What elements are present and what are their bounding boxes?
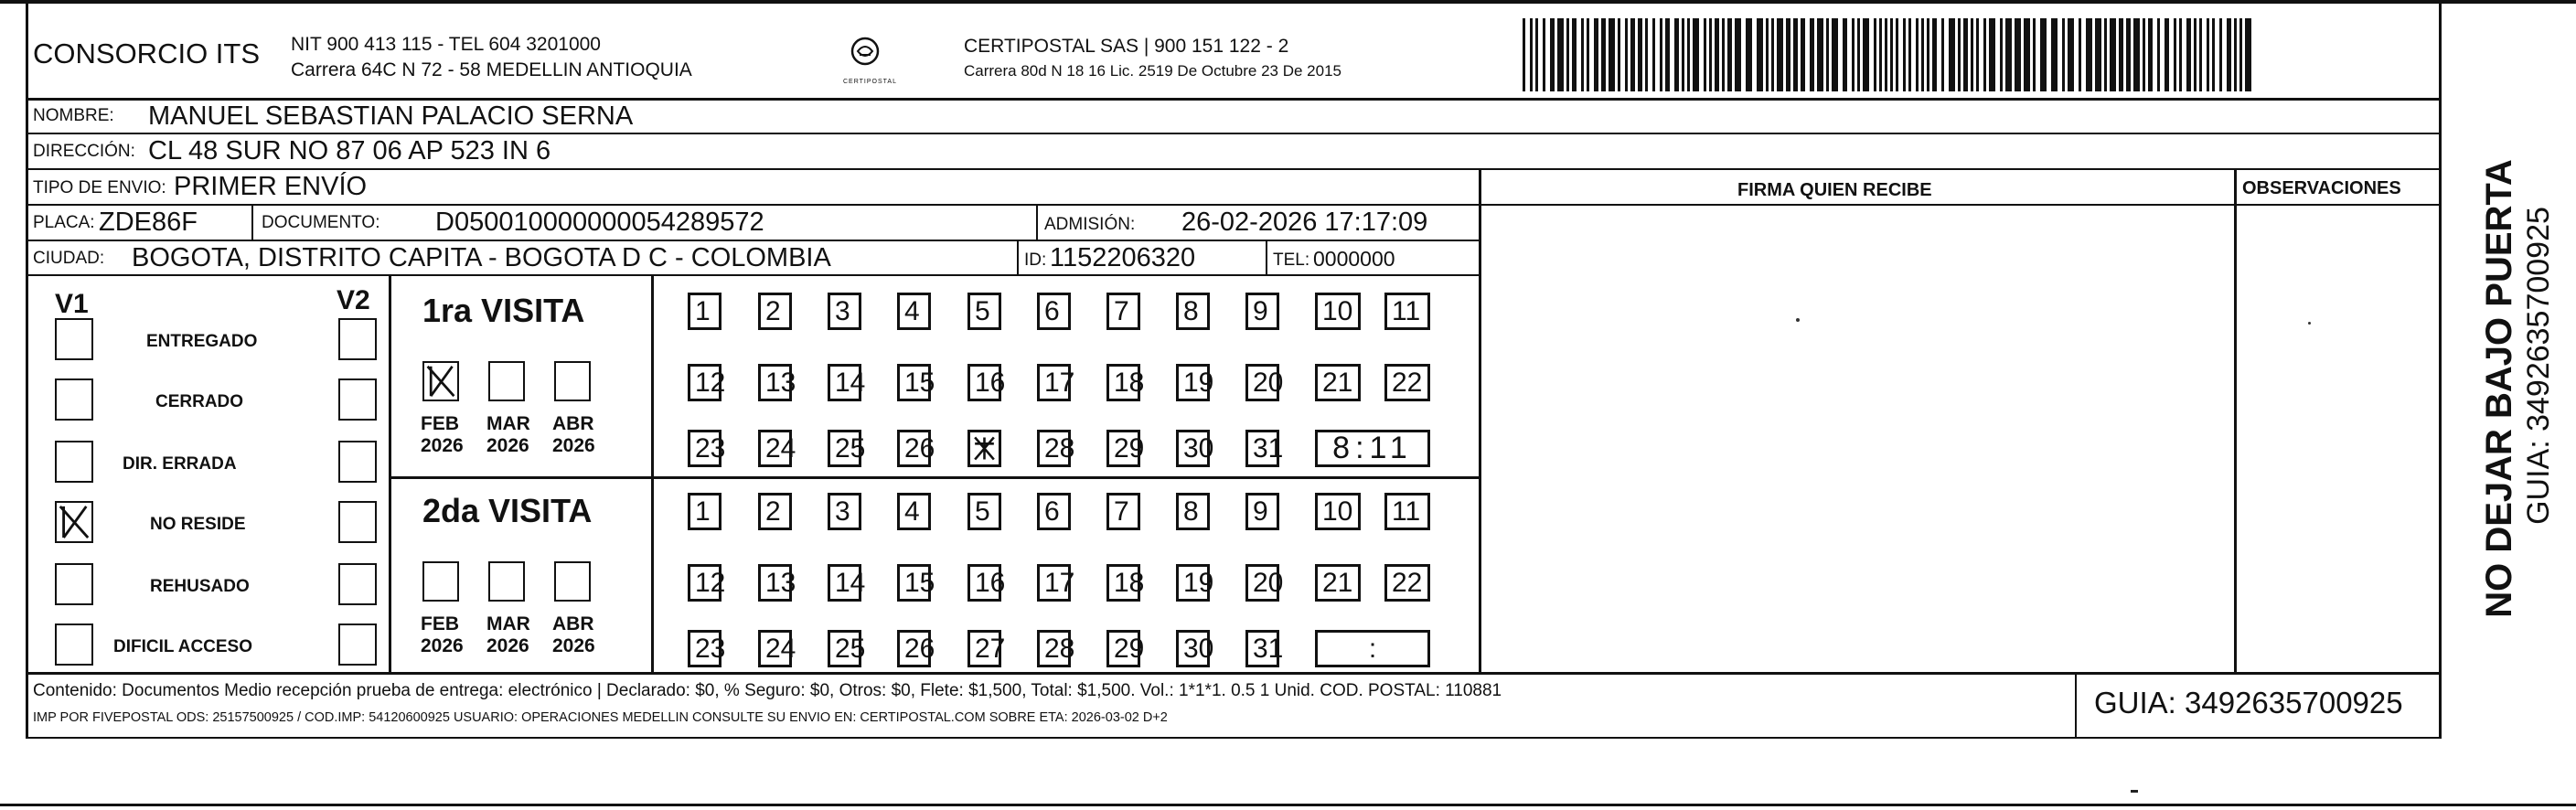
day-box[interactable]: 8 [1176,293,1210,330]
day-box[interactable]: 21 [1315,364,1361,401]
v2-checkbox[interactable] [338,623,377,666]
documento-value: D050010000000054289572 [435,208,764,237]
day-box[interactable]: 22 [1384,364,1430,401]
guia-divider [2075,673,2077,739]
sender-address: Carrera 64C N 72 - 58 MEDELLIN ANTIOQUIA [291,59,692,80]
day-box[interactable]: 17 [1037,364,1071,401]
day-box[interactable]: 15 [897,364,931,401]
observaciones-header: OBSERVACIONES [2242,178,2401,198]
firma-column-border [1479,169,1481,672]
barcode [1523,18,2254,91]
day-box[interactable]: 19 [1176,364,1210,401]
side-guia: GUIA: 3492635700925 [2521,207,2556,525]
id-label: ID: [1024,250,1047,270]
status-reason-label: NO RESIDE [150,515,246,534]
month-label: FEB [421,613,459,634]
cell-divider [251,205,253,240]
day-box[interactable]: 2 [758,293,792,330]
visit-divider [390,476,1479,479]
no-dejar-warning: NO DEJAR BAJO PUERTA [2479,159,2519,618]
year-label: 2026 [552,435,595,456]
page-bottom-rule [0,804,2576,806]
month-label: ABR [552,413,594,434]
v1-checkbox[interactable] [55,318,93,360]
cell-divider [1036,205,1038,240]
day-box[interactable]: 10 [1315,493,1361,530]
day-box[interactable]: 22 [1384,564,1430,602]
day-box[interactable]: 26 [897,630,931,667]
day-box[interactable]: 28 [1037,430,1071,467]
month-label: MAR [486,613,530,634]
certipostal-logo [841,35,889,79]
day-box[interactable]: 4 [897,493,931,530]
month-label: FEB [421,413,459,434]
v1-header: V1 [55,289,89,319]
day-box[interactable]: 3 [828,293,861,330]
month-label: ABR [552,613,594,634]
day-box[interactable]: 15 [897,564,931,602]
day-box[interactable]: 9 [1245,493,1279,530]
v2-checkbox[interactable] [338,441,377,483]
year-label: 2026 [421,435,464,456]
ciudad-value: BOGOTA, DISTRITO CAPITA - BOGOTA D C - COLOMBIA [132,243,831,272]
day-box[interactable]: 5 [967,493,1001,530]
name-label: NOMBRE: [33,106,114,125]
tipo-label: TIPO DE ENVIO: [33,178,166,197]
day-box[interactable]: 16 [967,364,1001,401]
v2-header: V2 [337,285,370,315]
signature-dot [1796,318,1800,322]
right-border [2439,0,2442,739]
v2-checkbox[interactable] [338,378,377,421]
day-box[interactable]: 30 [1176,630,1210,667]
row-divider [26,204,2442,206]
day-box[interactable]: 26 [897,430,931,467]
row-divider [26,98,2442,101]
visit-title: 2da VISITA [422,492,593,529]
day-box[interactable]: 23 [688,430,721,467]
imp-text: IMP POR FIVEPOSTAL ODS: 25157500925 / COD.IMP: 54120600925 USUARIO: OPERACIONES MEDELLIN CONSULTE SU ENVIO EN: CERTIPOSTAL.COM SOBRE ETA: 2026-03-02 D+2 [33,710,1168,725]
recipient-address: CL 48 SUR NO 87 06 AP 523 IN 6 [148,136,551,165]
documento-label: DOCUMENTO: [262,213,380,232]
top-border [0,0,2576,4]
day-box[interactable]: 25 [828,630,861,667]
admision-label: ADMISIÓN: [1044,215,1136,234]
day-box[interactable]: 30 [1176,430,1210,467]
contenido-text: Contenido: Documentos Medio recepción prueba de entrega: electrónico | Declarado: $0, % Seguro: $0, Otros: $0, Flete: $1,500, Total: $1,500. Vol.: 1*1*1. 0.5 1 Unid. COD. POSTAL: 110881 [33,681,1502,700]
row-divider [26,133,2442,134]
placa-label: PLACA: [33,213,95,232]
v2-checkbox[interactable] [338,563,377,605]
day-box[interactable]: 5 [967,293,1001,330]
day-box[interactable]: 9 [1245,293,1279,330]
footer-guia: GUIA: 3492635700925 [2094,686,2403,719]
day-box[interactable]: 16 [967,564,1001,602]
year-label: 2026 [421,635,464,656]
observation-dot [2308,322,2311,325]
day-box[interactable]: 24 [758,430,792,467]
visit-time-box[interactable]: 8:11 [1315,430,1430,467]
day-box[interactable]: 1 [688,493,721,530]
v1-checkbox[interactable] [55,441,93,483]
day-box[interactable]: 20 [1245,564,1279,602]
tipo-envio: PRIMER ENVÍO [174,172,368,201]
day-box[interactable]: 31 [1245,430,1279,467]
placa-value: ZDE86F [99,208,198,237]
v2-checkbox[interactable] [338,318,377,360]
status-reason-label: CERRADO [155,392,244,411]
status-reason-label: REHUSADO [150,577,250,596]
day-box[interactable]: 20 [1245,364,1279,401]
month-checkbox[interactable] [488,561,525,602]
tel-value: 0000000 [1313,247,1395,271]
day-box[interactable]: 12 [688,364,721,401]
v1-checkbox[interactable] [55,623,93,666]
day-box[interactable]: 21 [1315,564,1361,602]
status-reason-label: DIFICIL ACCESO [113,637,253,656]
day-box[interactable]: 17 [1037,564,1071,602]
admision-value: 26-02-2026 17:17:09 [1181,208,1428,237]
day-box[interactable]: 6 [1037,493,1071,530]
footer-divider [26,672,2442,675]
month-checkbox[interactable] [554,561,591,602]
month-day-divider [651,275,654,672]
ciudad-label: CIUDAD: [33,249,105,268]
v1-checkbox[interactable] [55,378,93,421]
day-box[interactable]: 14 [828,364,861,401]
status-reason-label: DIR. ERRADA [123,454,237,474]
day-box[interactable]: 4 [897,293,931,330]
day-box[interactable]: 23 [688,630,721,667]
day-box[interactable]: 10 [1315,293,1361,330]
page-speck [2131,790,2138,793]
day-box[interactable]: 29 [1106,430,1140,467]
month-label: MAR [486,413,530,434]
day-box[interactable]: 13 [758,564,792,602]
status-divider [389,275,391,672]
courier-name: CERTIPOSTAL SAS | 900 151 122 - 2 [964,36,1289,57]
day-box[interactable]: 6 [1037,293,1071,330]
v1-checkbox[interactable] [55,501,93,543]
month-checkbox[interactable] [554,361,591,401]
day-box[interactable]: 1 [688,293,721,330]
visit-title: 1ra VISITA [422,292,585,329]
firma-header: FIRMA QUIEN RECIBE [1737,180,1932,200]
day-box[interactable]: 28 [1037,630,1071,667]
row-divider [26,240,1480,241]
day-box[interactable]: 24 [758,630,792,667]
day-box[interactable]: 19 [1176,564,1210,602]
day-box[interactable]: 3 [828,493,861,530]
cell-divider [1017,240,1019,275]
day-box[interactable]: 18 [1106,364,1140,401]
address-label: DIRECCIÓN: [33,142,135,161]
year-label: 2026 [552,635,595,656]
logo-caption: CERTIPOSTAL [843,79,897,85]
v2-checkbox[interactable] [338,501,377,543]
day-box[interactable]: 8 [1176,493,1210,530]
v1-checkbox[interactable] [55,563,93,605]
year-label: 2026 [486,435,529,456]
day-box[interactable]: 25 [828,430,861,467]
brand-name: CONSORCIO ITS [33,37,261,69]
recipient-name: MANUEL SEBASTIAN PALACIO SERNA [148,101,634,131]
day-box[interactable]: 29 [1106,630,1140,667]
day-box[interactable]: 7 [1106,493,1140,530]
day-box[interactable]: 11 [1384,293,1430,330]
cell-divider [1266,240,1267,275]
courier-address: Carrera 80d N 18 16 Lic. 2519 De Octubre 23 De 2015 [964,62,1341,80]
row-divider [26,274,1480,276]
day-box[interactable]: 7 [1106,293,1140,330]
day-box[interactable]: 2 [758,493,792,530]
month-checkbox[interactable] [422,561,459,602]
year-label: 2026 [486,635,529,656]
sender-nit: NIT 900 413 115 - TEL 604 3201000 [291,34,601,55]
tel-label: TEL: [1273,250,1310,270]
row-divider [26,168,2442,170]
day-box[interactable]: 31 [1245,630,1279,667]
left-border [26,0,28,739]
bottom-border [26,737,2442,739]
month-checkbox[interactable] [422,361,459,401]
visit-time-box[interactable]: : [1315,630,1430,667]
day-box[interactable]: 11 [1384,493,1430,530]
day-box[interactable]: 12 [688,564,721,602]
day-box[interactable] [967,430,1001,467]
day-box[interactable]: 14 [828,564,861,602]
day-box[interactable]: 18 [1106,564,1140,602]
id-value: 1152206320 [1050,243,1196,272]
status-reason-label: ENTREGADO [146,332,258,351]
observaciones-column-border [2234,169,2237,672]
month-checkbox[interactable] [488,361,525,401]
day-box[interactable]: 13 [758,364,792,401]
day-box[interactable]: 27 [967,630,1001,667]
